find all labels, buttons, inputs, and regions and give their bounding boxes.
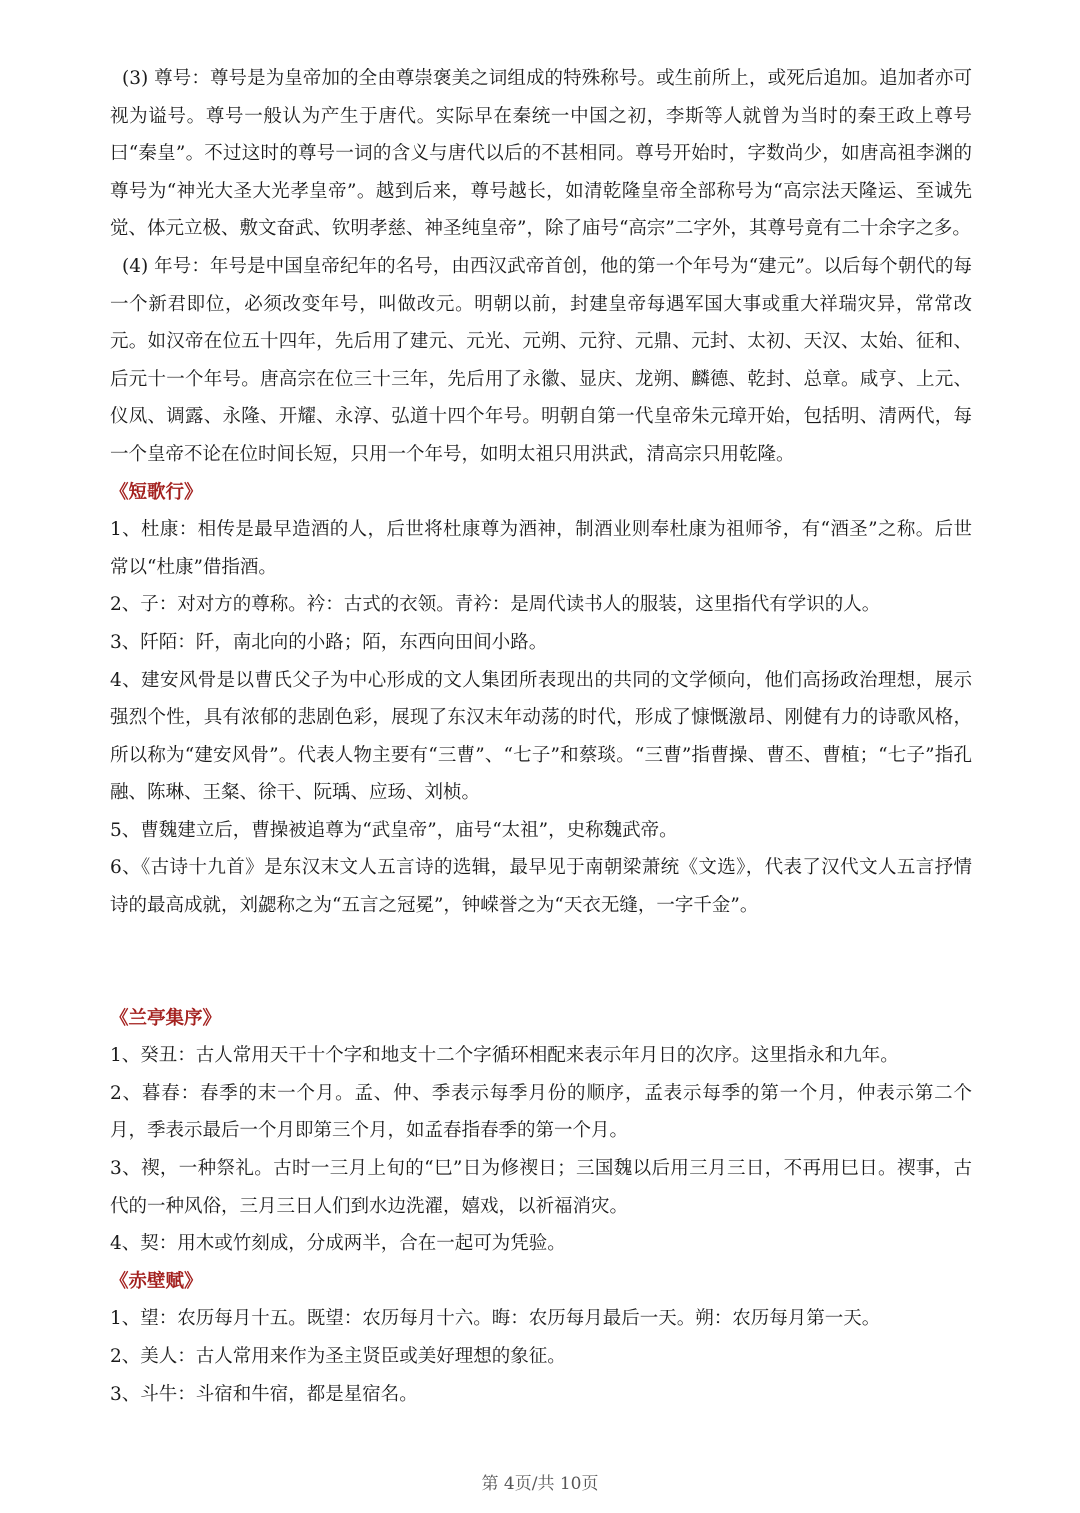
lantingjixu-note-1: 1、癸丑：古人常用天干十个字和地支十二个字循环相配来表示年月日的次序。这里指永和九年。	[110, 1045, 899, 1067]
duangexing-note-5: 5、曹魏建立后，曹操被追尊为“武皇帝”，庙号“太祖”，史称魏武帝。	[110, 819, 678, 841]
honorific-paragraph-3: (3) 尊号：尊号是为皇帝加的全由尊崇褒美之词组成的特殊称号。或生前所上，或死后追加。追加者亦可视为谥号。尊号一般认为产生于唐代。实际早在秦统一中国之初，李斯等人就曾为当时的秦王政上尊号曰“秦皇”。不过这时的尊号一词的含义与唐代以后的不甚相同。尊号开始时，字数尚少，如唐高祖李渊的尊号为“神光大圣大光孝皇帝”。越到后来，尊号越长，如清乾隆皇帝全部称号为“高宗法天隆运、至诚先觉、体元立极、敷文奋武、钦明孝慈、神圣纯皇帝”，除了庙号“高宗”二字外，其尊号竟有二十余字之多。	[110, 68, 972, 240]
duangexing-note-4: 4、建安风骨是以曹氏父子为中心形成的文人集团所表现出的共同的文学倾向，他们高扬政治理想，展示强烈个性，具有浓郁的悲剧色彩，展现了东汉末年动荡的时代，形成了慷慨激昂、刚健有力的诗歌风格，所以称为“建安风骨”。代表人物主要有“三曹”、“七子”和蔡琰。“三曹”指曹操、曹丕、曹植；“七子”指孔融、陈琳、王粲、徐干、阮瑀、应玚、刘桢。	[110, 669, 972, 804]
honorific-paragraph-4: (4) 年号：年号是中国皇帝纪年的名号，由西汉武帝首创，他的第一个年号为“建元”。以后每个朝代的每一个新君即位，必须改变年号，叫做改元。明朝以前，封建皇帝每遇军国大事或重大祥瑞灾异，常常改元。如汉帝在位五十四年，先后用了建元、元光、元朔、元狩、元鼎、元封、太初、天汉、太始、征和、后元十一个年号。唐高宗在位三十三年，先后用了永徽、显庆、龙朔、麟德、乾封、总章。咸亨、上元、仪凤、调露、永隆、开耀、永淳、弘道十四个年号。明朝自第一代皇帝朱元璋开始，包括明、清两代，每一个皇帝不论在位时间长短，只用一个年号，如明太祖只用洪武，清高宗只用乾隆。	[110, 255, 972, 465]
section-title-chibifu: 《赤壁赋》	[110, 1270, 203, 1292]
duangexing-note-6: 6、《古诗十九首》是东汉末文人五言诗的选辑，最早见于南朝梁萧统《文选》，代表了汉代文人五言抒情诗的最高成就，刘勰称之为“五言之冠冕”，钟嵘誉之为“天衣无缝，一字千金”。	[110, 857, 972, 917]
lantingjixu-note-3: 3、禊，一种祭礼。古时一三月上旬的“巳”日为修禊日；三国魏以后用三月三日，不再用巳日。禊事，古代的一种风俗，三月三日人们到水边洗濯，嬉戏，以祈福消灾。	[110, 1158, 972, 1217]
page-number: 第 4页/共 10页	[481, 1474, 599, 1494]
duangexing-note-3: 3、阡陌：阡，南北向的小路；陌，东西向田间小路。	[110, 631, 548, 653]
chibifu-note-3: 3、斗牛：斗宿和牛宿，都是星宿名。	[110, 1383, 418, 1405]
lantingjixu-note-2: 2、暮春：春季的末一个月。孟、仲、季表示每季月份的顺序，孟表示每季的第一个月，仲表示第二个月，季表示最后一个月即第三个月，如孟春指春季的第一个月。	[110, 1082, 972, 1142]
section-spacer	[110, 925, 972, 1000]
chibifu-note-2: 2、美人：古人常用来作为圣主贤臣或美好理想的象征。	[110, 1346, 566, 1367]
chibifu-note-1: 1、望：农历每月十五。既望：农历每月十六。晦：农历每月最后一天。朔：农历每月第一天。	[110, 1308, 881, 1330]
section-title-duangexing: 《短歌行》	[110, 481, 203, 503]
duangexing-note-2: 2、子：对对方的尊称。衿：古式的衣领。青衿：是周代读书人的服装，这里指代有学识的人。	[110, 594, 881, 616]
page-content	[110, 60, 972, 1413]
lantingjixu-note-4: 4、契：用木或竹刻成，分成两半，合在一起可为凭验。	[110, 1233, 566, 1255]
duangexing-note-1: 1、杜康：相传是最早造酒的人，后世将杜康尊为酒神，制酒业则奉杜康为祖师爷，有“酒圣”之称。后世常以“杜康”借指酒。	[110, 519, 972, 578]
section-title-lantingjixu: 《兰亭集序》	[110, 1007, 222, 1029]
